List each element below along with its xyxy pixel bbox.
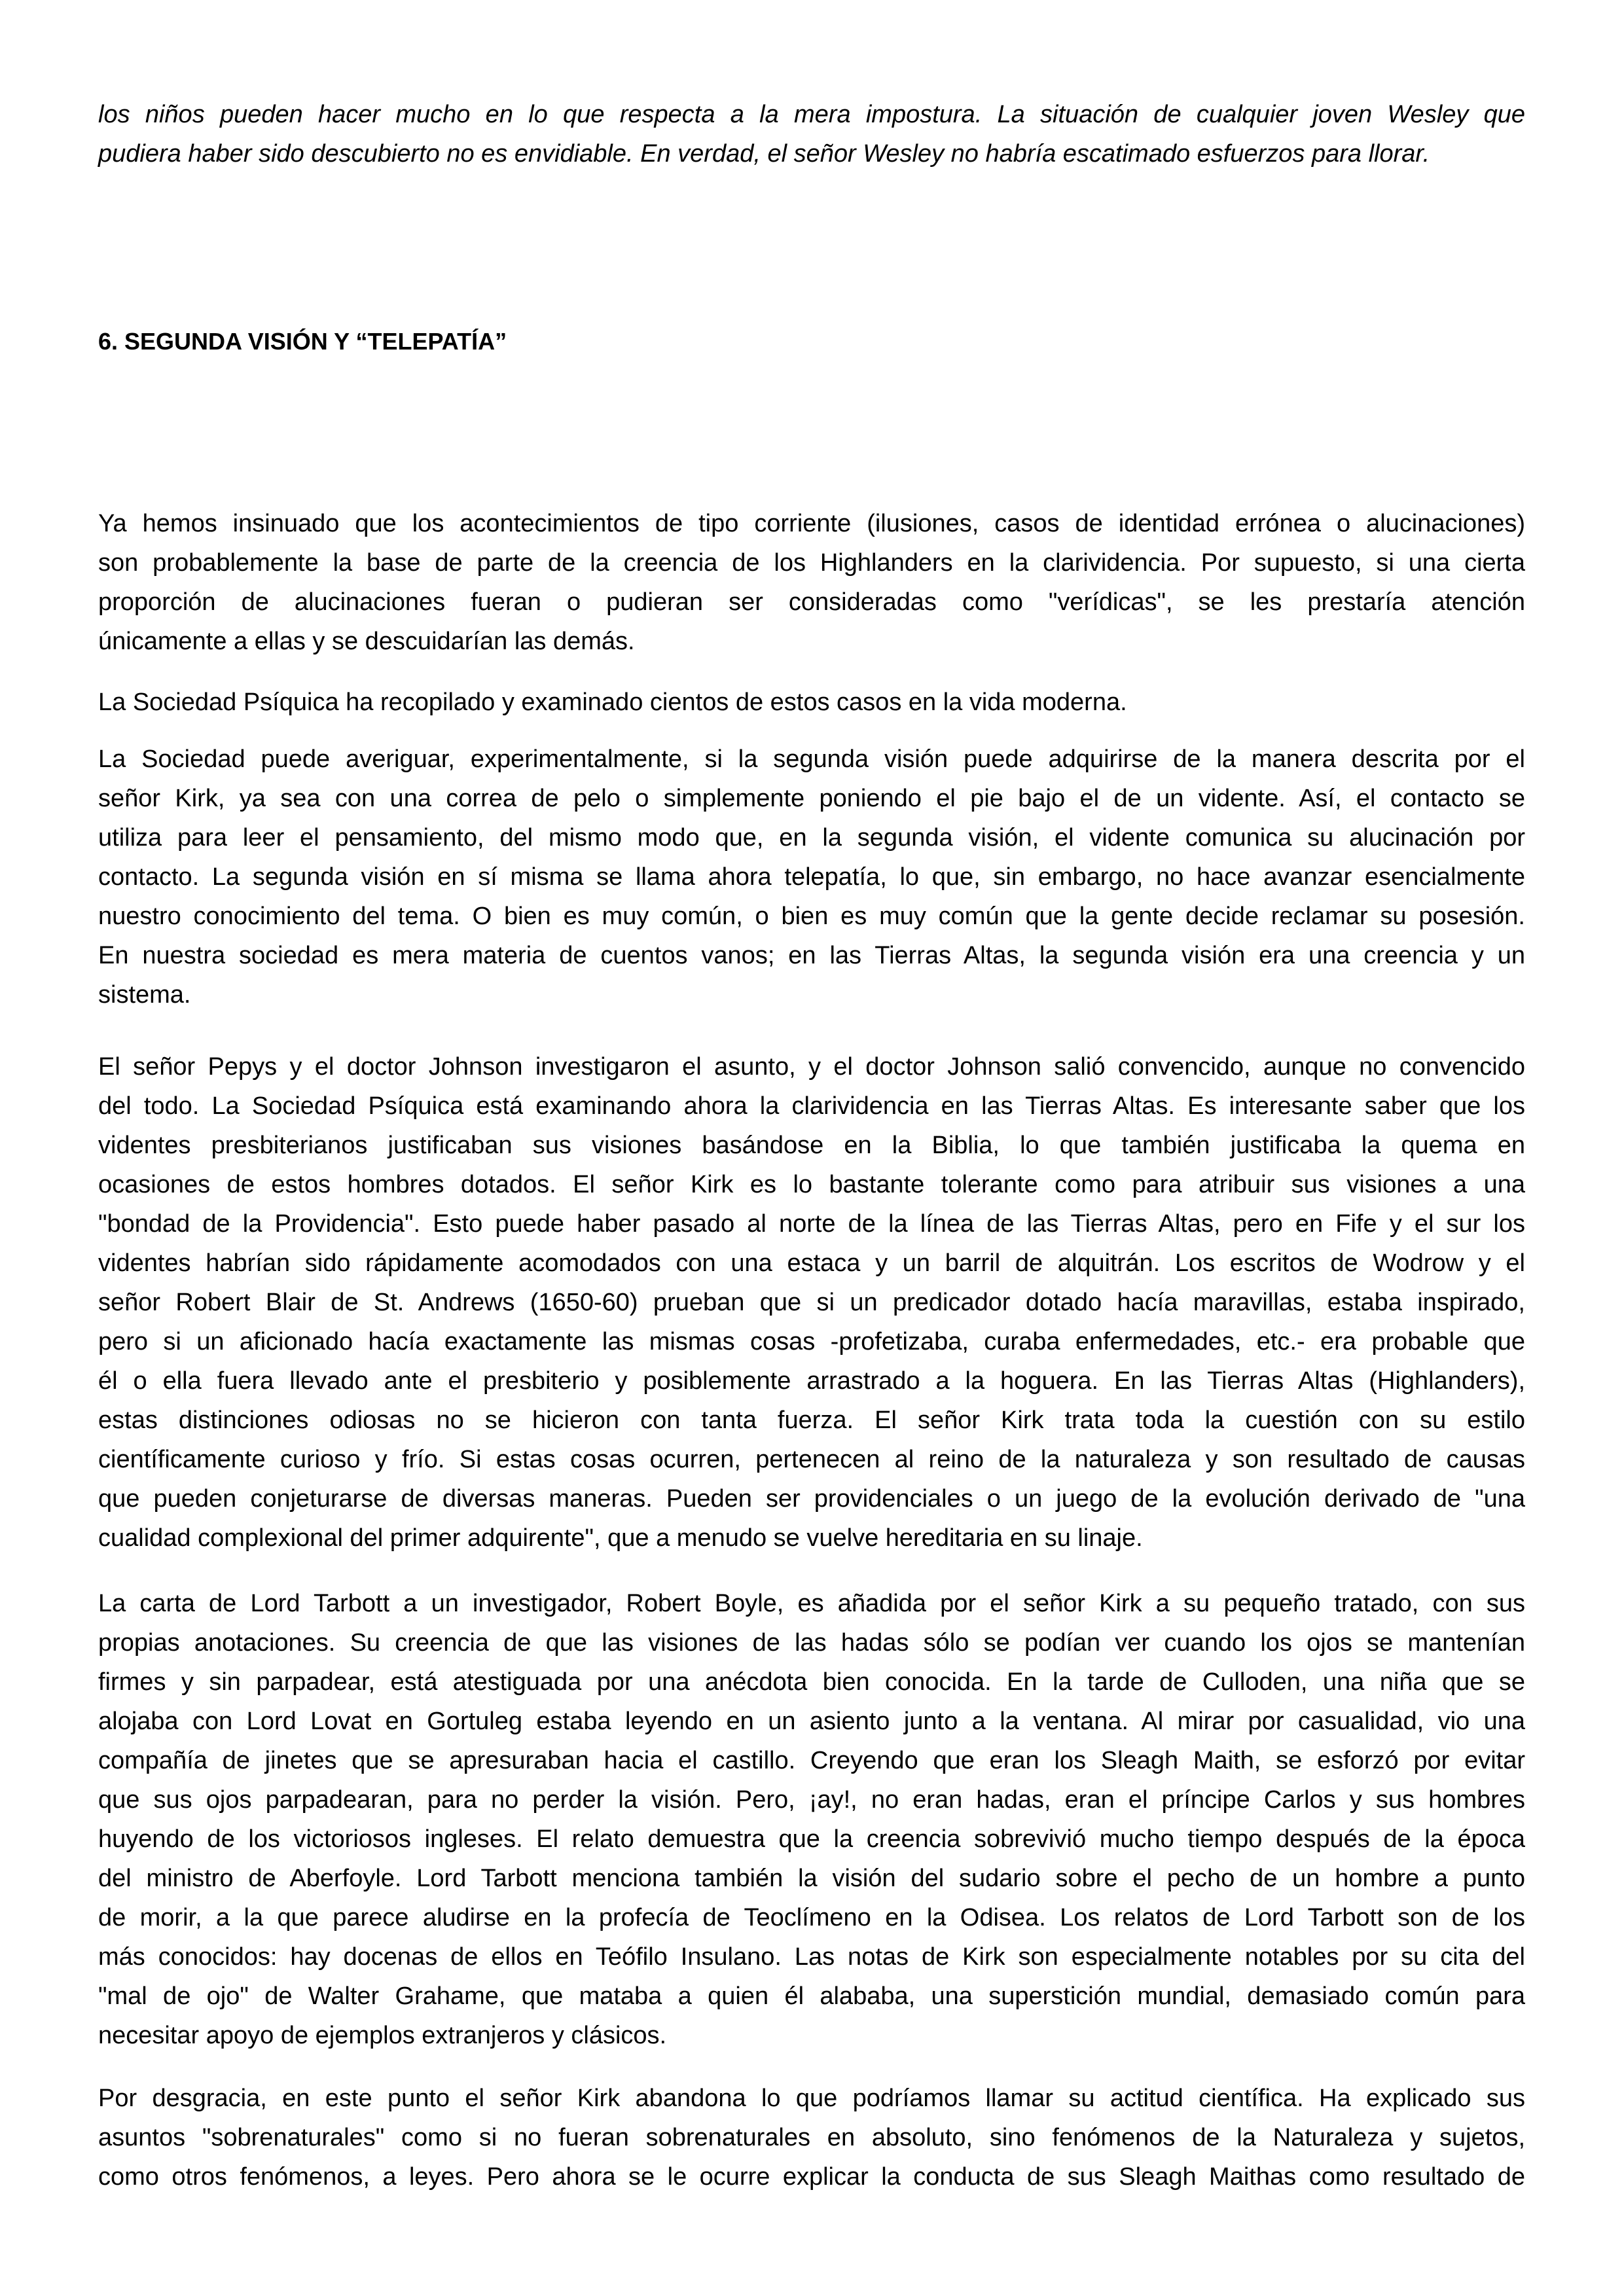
intro-paragraph <box>98 95 1525 173</box>
text-line: como otros fenómenos, a leyes. Pero ahora se le ocurre explicar la conducta de sus Sleagh Maithas como resultado de <box>98 2163 1525 2191</box>
text-line: "bondad de la Providencia". Esto puede haber pasado al norte de la línea de las Tierras Altas, pero en Fife y el sur los <box>98 1210 1525 1238</box>
text-line: señor Kirk, ya sea con una correa de pelo o simplemente poniendo el pie bajo el de un vidente. Así, el contacto se <box>98 785 1525 812</box>
text-line: La carta de Lord Tarbott a un investigador, Robert Boyle, es añadida por el señor Kirk a su pequeño tratado, con sus <box>98 1590 1525 1617</box>
text-line: compañía de jinetes que se apresuraban hacia el castillo. Creyendo que eran los Sleagh Maith, se esforzó por evitar <box>98 1747 1525 1774</box>
text-line: proporción de alucinaciones fueran o pudieran ser consideradas como "verídicas", se les prestaría atención <box>98 588 1525 616</box>
text-line: los niños pueden hacer mucho en lo que respecta a la mera impostura. La situación de cualquier joven Wesley que <box>98 101 1525 128</box>
text-line: pero si un aficionado hacía exactamente las mismas cosas -profetizaba, curaba enfermedades, etc.- era probable que <box>98 1328 1525 1355</box>
paragraph-3 <box>98 740 1525 1014</box>
text-line: videntes presbiterianos justificaban sus visiones basándose en la Biblia, lo que también justificaba la quema en <box>98 1132 1525 1159</box>
text-line: necesitar apoyo de ejemplos extranjeros y clásicos. <box>98 2022 667 2049</box>
paragraph-6 <box>98 2079 1525 2197</box>
text-line: cualidad complexional del primer adquirente", que a menudo se vuelve hereditaria en su linaje. <box>98 1524 1143 1552</box>
text-line: asuntos "sobrenaturales" como si no fueran sobrenaturales en absoluto, sino fenómenos de la Naturaleza y sujetos, <box>98 2124 1525 2151</box>
text-line: nuestro conocimiento del tema. O bien es muy común, o bien es muy común que la gente decide reclamar su posesión. <box>98 903 1525 930</box>
text-line: firmes y sin parpadear, está atestiguada por una anécdota bien conocida. En la tarde de Culloden, una niña que se <box>98 1668 1525 1696</box>
text-line: "mal de ojo" de Walter Grahame, que mataba a quien él alababa, una superstición mundial, demasiado común para <box>98 1982 1525 2010</box>
text-line: señor Robert Blair de St. Andrews (1650-60) prueban que si un predicador dotado hacía maravillas, estaba inspirado, <box>98 1289 1525 1316</box>
text-line: pudiera haber sido descubierto no es envidiable. En verdad, el señor Wesley no habría escatimado esfuerzos para llorar. <box>98 140 1430 168</box>
text-line: sistema. <box>98 981 191 1009</box>
text-line: videntes habrían sido rápidamente acomodados con una estaca y un barril de alquitrán. Los escritos de Wodrow y el <box>98 1249 1525 1277</box>
text-line: él o ella fuera llevado ante el presbiterio y posiblemente arrastrado a la hoguera. En las Tierras Altas (Highlanders), <box>98 1367 1525 1395</box>
section-heading: 6. SEGUNDA VISIÓN Y “TELEPATÍA” <box>98 328 507 355</box>
text-line: Ya hemos insinuado que los acontecimientos de tipo corriente (ilusiones, casos de identidad errónea o alucinaciones) <box>98 510 1525 537</box>
text-line: contacto. La segunda visión en sí misma se llama ahora telepatía, lo que, sin embargo, no hace avanzar esencialmente <box>98 863 1525 891</box>
text-line: ocasiones de estos hombres dotados. El señor Kirk es lo bastante tolerante como para atribuir sus visiones a una <box>98 1171 1525 1198</box>
paragraph-4 <box>98 1047 1525 1558</box>
text-line: propias anotaciones. Su creencia de que las visiones de las hadas sólo se podían ver cuando los ojos se mantenían <box>98 1629 1525 1657</box>
text-line: que pueden conjeturarse de diversas maneras. Pueden ser providenciales o un juego de la evolución derivado de "una <box>98 1485 1525 1513</box>
paragraph-2 <box>98 683 1525 722</box>
text-line: científicamente curioso y frío. Si estas cosas ocurren, pertenecen al reino de la naturaleza y son resultado de causas <box>98 1446 1525 1473</box>
text-line: únicamente a ellas y se descuidarían las demás. <box>98 628 635 655</box>
text-line: del ministro de Aberfoyle. Lord Tarbott menciona también la visión del sudario sobre el pecho de un hombre a punto <box>98 1865 1525 1892</box>
text-line: de morir, a la que parece aludirse en la profecía de Teoclímeno en la Odisea. Los relatos de Lord Tarbott son de los <box>98 1904 1525 1931</box>
text-line: del todo. La Sociedad Psíquica está examinando ahora la clarividencia en las Tierras Altas. Es interesante saber que los <box>98 1092 1525 1120</box>
text-line: que sus ojos parpadearan, para no perder la visión. Pero, ¡ay!, no eran hadas, eran el príncipe Carlos y sus hombres <box>98 1786 1525 1814</box>
text-line: La Sociedad Psíquica ha recopilado y examinado cientos de estos casos en la vida moderna. <box>98 689 1127 716</box>
paragraph-1 <box>98 504 1525 661</box>
text-line: El señor Pepys y el doctor Johnson investigaron el asunto, y el doctor Johnson salió convencido, aunque no convencido <box>98 1053 1525 1081</box>
text-line: más conocidos: hay docenas de ellos en Teófilo Insulano. Las notas de Kirk son especialmente notables por su cita del <box>98 1943 1525 1971</box>
text-line: alojaba con Lord Lovat en Gortuleg estaba leyendo en un asiento junto a la ventana. Al mirar por casualidad, vio una <box>98 1708 1525 1735</box>
text-line: Por desgracia, en este punto el señor Kirk abandona lo que podríamos llamar su actitud científica. Ha explicado sus <box>98 2085 1525 2112</box>
text-line: son probablemente la base de parte de la creencia de los Highlanders en la clarividencia. Por supuesto, si una cierta <box>98 549 1525 577</box>
text-line: huyendo de los victoriosos ingleses. El relato demuestra que la creencia sobrevivió mucho tiempo después de la época <box>98 1825 1525 1853</box>
text-line: En nuestra sociedad es mera materia de cuentos vanos; en las Tierras Altas, la segunda visión era una creencia y un <box>98 942 1525 969</box>
text-line: estas distinciones odiosas no se hicieron con tanta fuerza. El señor Kirk trata toda la cuestión con su estilo <box>98 1407 1525 1434</box>
text-line: utiliza para leer el pensamiento, del mismo modo que, en la segunda visión, el vidente comunica su alucinación por <box>98 824 1525 852</box>
paragraph-5 <box>98 1584 1525 2055</box>
text-line: La Sociedad puede averiguar, experimentalmente, si la segunda visión puede adquirirse de la manera descrita por el <box>98 745 1525 773</box>
